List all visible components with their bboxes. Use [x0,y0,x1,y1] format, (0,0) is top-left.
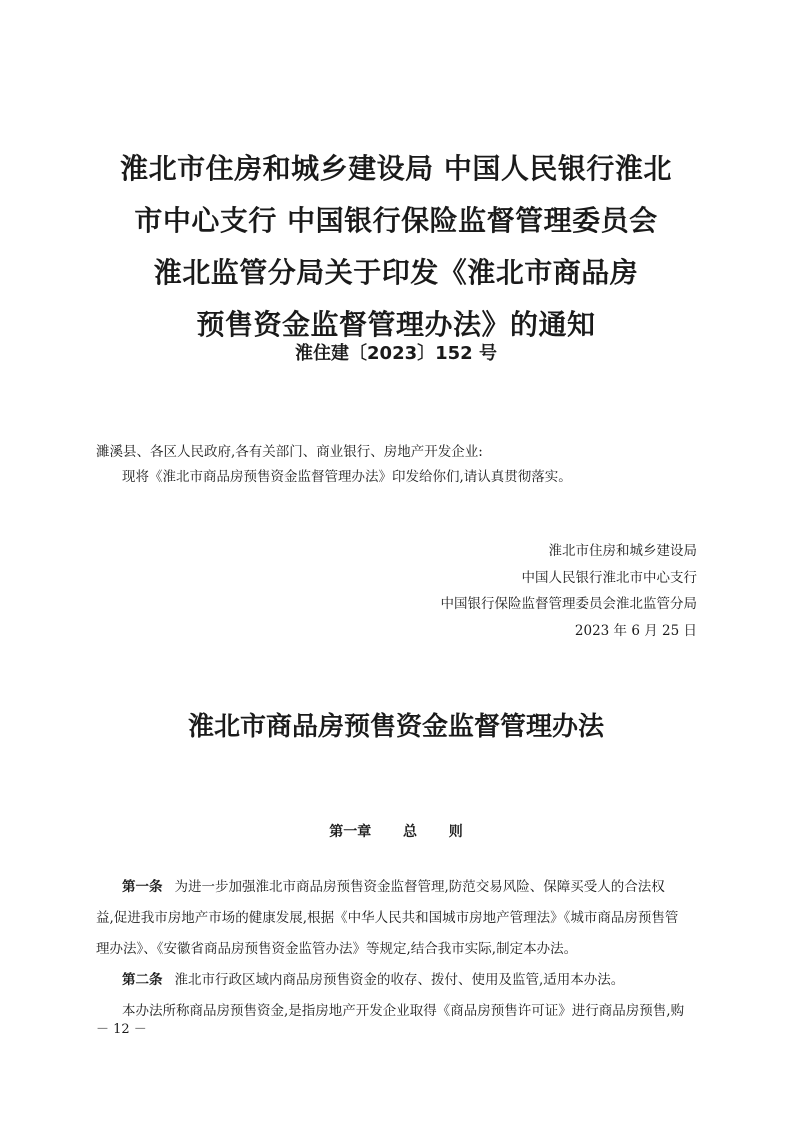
article-line [96,872,696,903]
page-number: － 12 － [96,1022,147,1037]
article-1 [96,872,696,965]
signature-date: 2023 年 6 月 25 日 [574,622,697,639]
article-line [96,965,696,996]
chapter-number: 第一章 [329,824,372,840]
document-number: 淮住建〔2023〕152 号 [295,343,497,364]
article-text: 为进一步加强淮北市商品房预售资金监督管理,防范交易风险、保障买受人的合法权 [174,879,665,895]
signatory: 中国人民银行淮北市中心支行 [521,569,697,586]
notice-title-line: 市中心支行 中国银行保险监督管理委员会 [134,204,658,237]
chapter-name-part: 则 [448,824,463,840]
article-line: 本办法所称商品房预售资金,是指房地产开发企业取得《商品房预售许可证》进行商品房预售,购 [122,1003,685,1019]
article-label: 第二条 [122,972,163,988]
article-paragraph [96,996,696,1027]
notice-title-line: 淮北市住房和城乡建设局 中国人民银行淮北 [120,152,672,185]
signature-block [441,538,698,644]
notice-title [96,143,696,351]
article-label: 第一条 [122,879,163,895]
chapter-name-part: 总 [403,824,417,840]
measures-title: 淮北市商品房预售资金监督管理办法 [187,712,604,742]
article-2 [96,965,696,996]
notice-intro: 现将《淮北市商品房预售资金监督管理办法》印发给你们,请认真贯彻落实。 [122,469,572,485]
article-line: 益,促进我市房地产市场的健康发展,根据《中华人民共和国城市房地产管理法》《城市商品房预售管 [96,910,679,926]
article-text: 淮北市行政区域内商品房预售资金的收存、拨付、使用及监管,适用本办法。 [174,972,625,988]
chapter-heading [96,820,696,844]
signatory: 中国银行保险监督管理委员会淮北监管分局 [440,596,697,612]
signatory: 淮北市住房和城乡建设局 [548,543,697,559]
addressee: 濉溪县、各区人民政府,各有关部门、商业银行、房地产开发企业: [96,444,483,460]
notice-title-line: 预售资金监督管理办法》的通知 [196,308,596,341]
notice-title-line: 淮北监管分局关于印发《淮北市商品房 [153,256,639,289]
article-line: 理办法》、《安徽省商品房预售资金监管办法》等规定,结合我市实际,制定本办法。 [96,941,578,957]
